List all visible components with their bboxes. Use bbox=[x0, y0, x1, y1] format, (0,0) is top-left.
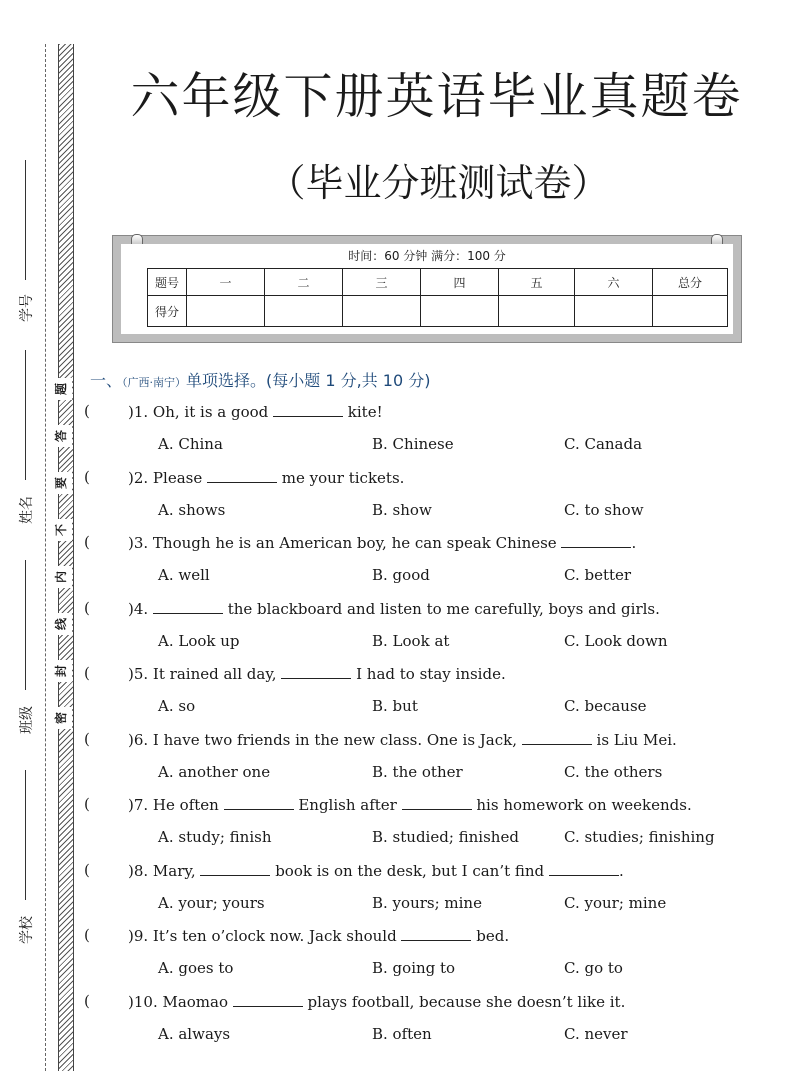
answer-option[interactable]: B. but bbox=[372, 697, 418, 715]
answer-option[interactable]: A. study; finish bbox=[158, 828, 272, 846]
stem-text: . bbox=[631, 534, 637, 552]
fill-blank[interactable] bbox=[281, 664, 351, 679]
stem-text: I had to stay inside. bbox=[351, 665, 506, 683]
answer-option[interactable]: B. Look at bbox=[372, 632, 450, 650]
question-stem bbox=[128, 664, 506, 683]
stem-text: the blackboard and listen to me carefully, boys and girls. bbox=[222, 600, 660, 618]
score-cell[interactable] bbox=[653, 296, 728, 327]
section-note: (每小题 1 分,共 10 分) bbox=[266, 371, 431, 390]
answer-option[interactable]: A. China bbox=[158, 435, 223, 453]
score-header-cell: 五 bbox=[499, 269, 575, 296]
answer-option[interactable]: C. Canada bbox=[564, 435, 643, 453]
stem-text: )2. Please bbox=[128, 469, 207, 487]
stem-text: . bbox=[618, 862, 624, 880]
seal-char: 要 bbox=[50, 472, 72, 494]
seal-char: 封 bbox=[50, 660, 72, 682]
score-header-cell: 六 bbox=[575, 269, 653, 296]
fill-blank[interactable] bbox=[224, 795, 294, 810]
question-stem bbox=[128, 730, 677, 749]
stem-text: )4. bbox=[128, 600, 153, 618]
answer-option[interactable]: C. to show bbox=[564, 501, 644, 519]
fill-blank[interactable] bbox=[401, 926, 471, 941]
page-subtitle: （毕业分班测试卷） bbox=[267, 161, 610, 205]
seal-char: 线 bbox=[50, 613, 72, 635]
answer-option[interactable]: A. shows bbox=[158, 501, 226, 519]
question-stem bbox=[128, 795, 692, 814]
page-title: 六年级下册英语毕业真题卷 bbox=[130, 68, 743, 125]
score-cell[interactable] bbox=[265, 296, 343, 327]
answer-bracket[interactable]: ( bbox=[84, 402, 90, 420]
answer-bracket[interactable]: ( bbox=[84, 664, 90, 682]
student-id-field[interactable] bbox=[14, 160, 38, 330]
answer-option[interactable]: A. your; yours bbox=[158, 894, 265, 912]
class-field[interactable] bbox=[14, 560, 38, 740]
question-stem bbox=[128, 533, 636, 552]
score-header-cell: 总分 bbox=[653, 269, 728, 296]
answer-option[interactable]: A. goes to bbox=[158, 959, 234, 977]
question-stem bbox=[128, 402, 383, 421]
score-cell[interactable] bbox=[575, 296, 653, 327]
fill-blank[interactable] bbox=[200, 861, 270, 876]
score-row-label: 得分 bbox=[148, 296, 187, 327]
stem-text: )7. He often bbox=[128, 796, 224, 814]
answer-option[interactable]: B. going to bbox=[372, 959, 456, 977]
name-blank[interactable] bbox=[25, 350, 26, 480]
name-field[interactable] bbox=[14, 350, 38, 530]
section-heading bbox=[90, 368, 431, 391]
class-label: 班级 bbox=[19, 706, 35, 734]
answer-option[interactable]: A. always bbox=[158, 1025, 231, 1043]
stem-text: is Liu Mei. bbox=[591, 731, 677, 749]
section-source: （广西·南宁） bbox=[122, 376, 187, 389]
score-panel bbox=[112, 235, 742, 343]
fill-blank[interactable] bbox=[522, 730, 592, 745]
stem-text: )9. It’s ten o’clock now. Jack should bbox=[128, 927, 402, 945]
answer-option[interactable]: A. so bbox=[158, 697, 196, 715]
score-table-header-row bbox=[148, 269, 728, 296]
answer-option[interactable]: A. Look up bbox=[158, 632, 240, 650]
question-stem bbox=[128, 599, 660, 618]
answer-bracket[interactable]: ( bbox=[84, 795, 90, 813]
class-blank[interactable] bbox=[25, 560, 26, 690]
score-header-cell: 三 bbox=[343, 269, 421, 296]
stem-text: )5. It rained all day, bbox=[128, 665, 282, 683]
answer-option[interactable]: C. better bbox=[564, 566, 632, 584]
score-header-cell: 一 bbox=[187, 269, 265, 296]
score-table bbox=[147, 268, 728, 327]
question-stem bbox=[128, 468, 404, 487]
fill-blank[interactable] bbox=[153, 599, 223, 614]
answer-option[interactable]: B. often bbox=[372, 1025, 432, 1043]
stem-text: )6. I have two friends in the new class. One is Jack, bbox=[128, 731, 522, 749]
score-header-cell: 二 bbox=[265, 269, 343, 296]
stem-text: his homework on weekends. bbox=[471, 796, 692, 814]
answer-option[interactable]: A. another one bbox=[158, 763, 271, 781]
seal-char: 题 bbox=[50, 378, 72, 400]
fill-blank[interactable] bbox=[549, 861, 619, 876]
stem-text: )10. Maomao bbox=[128, 993, 233, 1011]
answer-bracket[interactable]: ( bbox=[84, 468, 90, 486]
name-label: 姓名 bbox=[19, 496, 35, 524]
stem-text: )3. Though he is an American boy, he can speak Chinese bbox=[128, 534, 562, 552]
answer-option[interactable]: C. because bbox=[564, 697, 647, 715]
section-heading-text: 单项选择。 bbox=[186, 371, 267, 390]
school-field[interactable] bbox=[14, 770, 38, 950]
score-cell[interactable] bbox=[343, 296, 421, 327]
fill-blank[interactable] bbox=[402, 795, 472, 810]
stem-text: bed. bbox=[471, 927, 510, 945]
question-stem bbox=[128, 861, 624, 880]
question-stem bbox=[128, 926, 509, 945]
answer-option[interactable]: B. Chinese bbox=[372, 435, 454, 453]
seal-char: 内 bbox=[50, 566, 72, 588]
score-cell[interactable] bbox=[421, 296, 499, 327]
stem-text: plays football, because she doesn’t like it. bbox=[302, 993, 626, 1011]
score-cell[interactable] bbox=[187, 296, 265, 327]
answer-option[interactable]: C. never bbox=[564, 1025, 628, 1043]
question-stem bbox=[128, 992, 625, 1011]
stem-text: )8. Mary, bbox=[128, 862, 201, 880]
answer-option[interactable]: B. good bbox=[372, 566, 430, 584]
answer-bracket[interactable]: ( bbox=[84, 861, 90, 879]
score-header-cell: 题号 bbox=[148, 269, 187, 296]
exam-info: 时间：60 分钟 满分：100 分 bbox=[348, 249, 506, 263]
score-panel-inner bbox=[121, 244, 733, 334]
school-label: 学校 bbox=[19, 916, 35, 944]
answer-option[interactable]: C. studies; finishing bbox=[564, 828, 715, 846]
score-header-cell: 四 bbox=[421, 269, 499, 296]
fill-blank[interactable] bbox=[273, 402, 343, 417]
answer-option[interactable]: C. your; mine bbox=[564, 894, 667, 912]
score-cell[interactable] bbox=[499, 296, 575, 327]
answer-bracket[interactable]: ( bbox=[84, 992, 90, 1010]
stem-text: me your tickets. bbox=[276, 469, 405, 487]
answer-option[interactable]: C. go to bbox=[564, 959, 623, 977]
answer-option[interactable]: B. the other bbox=[372, 763, 463, 781]
answer-option[interactable]: B. show bbox=[372, 501, 432, 519]
section-number: 一、 bbox=[90, 371, 123, 390]
school-blank[interactable] bbox=[25, 770, 26, 900]
answer-option[interactable]: C. Look down bbox=[564, 632, 668, 650]
stem-text: English after bbox=[293, 796, 402, 814]
score-table-score-row bbox=[148, 296, 728, 327]
seal-char: 答 bbox=[50, 425, 72, 447]
answer-option[interactable]: B. studied; finished bbox=[372, 828, 519, 846]
answer-option[interactable]: C. the others bbox=[564, 763, 663, 781]
fill-blank[interactable] bbox=[233, 992, 303, 1007]
stem-text: book is on the desk, but I can’t find bbox=[270, 862, 549, 880]
answer-bracket[interactable]: ( bbox=[84, 599, 90, 617]
student-id-label: 学号 bbox=[19, 294, 35, 322]
answer-option[interactable]: B. yours; mine bbox=[372, 894, 482, 912]
seal-char: 密 bbox=[50, 707, 72, 729]
seal-char: 不 bbox=[50, 519, 72, 541]
answer-bracket[interactable]: ( bbox=[84, 730, 90, 748]
stem-text: )1. Oh, it is a good bbox=[128, 403, 274, 421]
answer-option[interactable]: A. well bbox=[158, 566, 210, 584]
answer-bracket[interactable]: ( bbox=[84, 926, 90, 944]
fill-blank[interactable] bbox=[207, 468, 277, 483]
fill-blank[interactable] bbox=[561, 533, 631, 548]
stem-text: kite! bbox=[343, 403, 383, 421]
answer-bracket[interactable]: ( bbox=[84, 533, 90, 551]
student-id-blank[interactable] bbox=[25, 160, 26, 280]
